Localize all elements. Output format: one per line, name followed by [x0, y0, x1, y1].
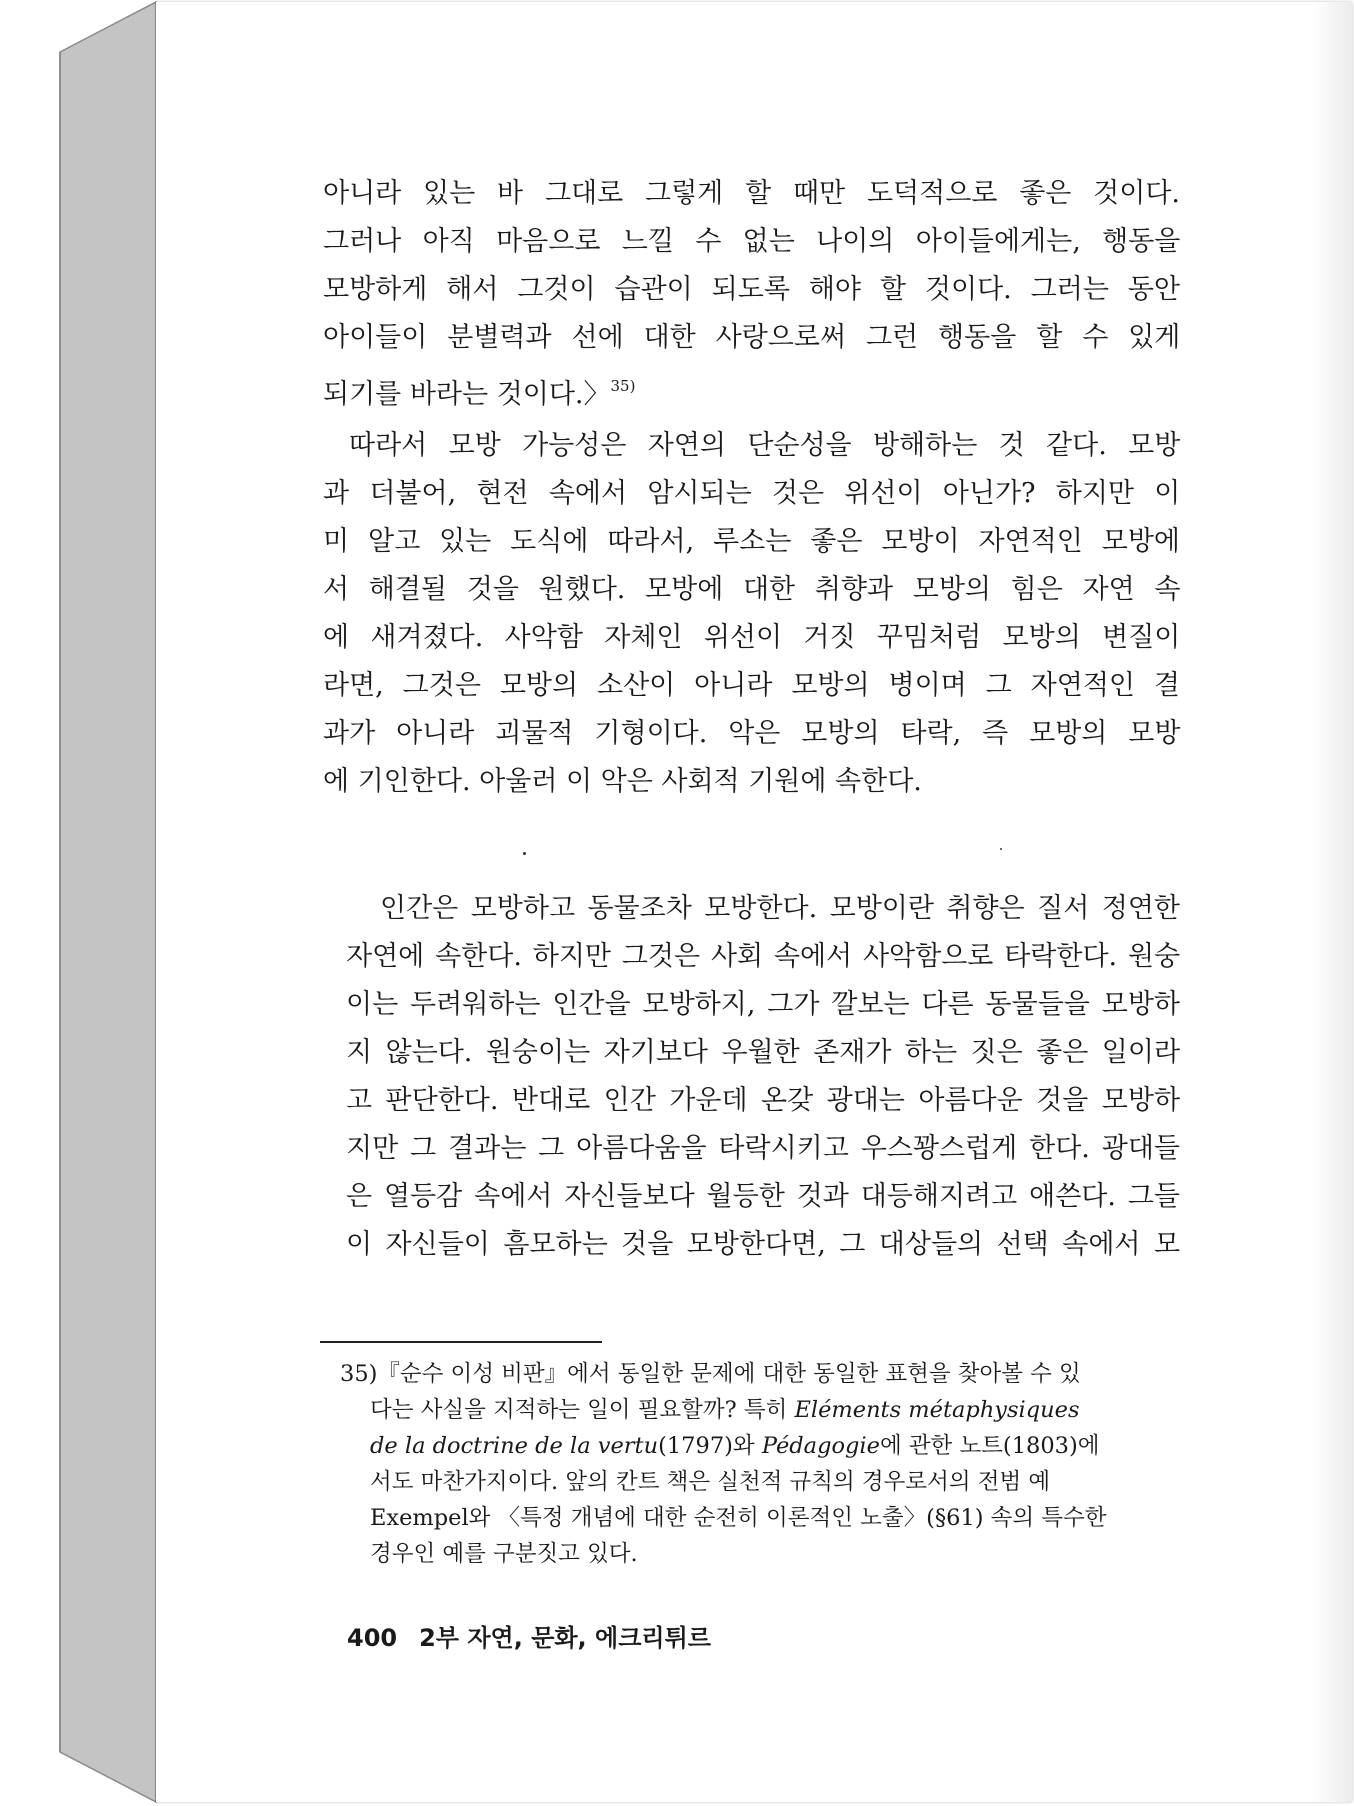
running-footer: 2부 자연, 문화, 에크리튀르: [419, 1624, 711, 1652]
text-line: 은 열등감 속에서 자신들보다 월등한 것과 대등해지려고 애쓴다. 그들: [346, 1181, 1180, 1212]
text-line: 에 새겨졌다. 사악함 자체인 위선이 거짓 꾸밈처럼 모방의 변질이: [323, 622, 1181, 653]
text-line: [323, 362, 1180, 410]
paragraph-imitation: [323, 422, 1180, 806]
text-line: 고 판단한다. 반대로 인간 가운데 온갖 광대는 아름다운 것을 모방하: [346, 1085, 1181, 1116]
paragraph-continuation: [323, 170, 1180, 410]
book-title-italic: Pédagogie: [761, 1433, 880, 1459]
text-line: 과 더불어, 현전 속에서 암시되는 것은 위선이 아닌가? 하지만 이: [323, 478, 1181, 509]
footnote-line: Exempel와 〈특정 개념에 대한 순전히 이론적인 노출〉(§61) 속의 특수한: [370, 1505, 1107, 1531]
page-footer: [347, 1618, 711, 1653]
footnote-line: 35)『순수 이성 비판』에서 동일한 문제에 대한 동일한 표현을 찾아볼 수 있: [340, 1361, 1081, 1387]
text-line-content: 되기를 바라는 것이다.〉: [323, 379, 611, 410]
text-line: 이는 두려워하는 인간을 모방하지, 그가 깔보는 다른 동물들을 모방하: [346, 989, 1180, 1020]
scan-speck: [1000, 848, 1002, 850]
text-line: 이 자신들이 흠모하는 것을 모방한다면, 그 대상들의 선택 속에서 모: [346, 1229, 1181, 1260]
footnote-separator: [320, 1341, 602, 1343]
text-line: 과가 아니라 괴물적 기형이다. 악은 모방의 타락, 즉 모방의 모방: [323, 718, 1181, 749]
text-line: 따라서 모방 가능성은 자연의 단순성을 방해하는 것 같다. 모방: [349, 430, 1181, 461]
footnote-text: 에 관한 노트(1803)에: [879, 1433, 1100, 1459]
footnote-line: 서도 마찬가지이다. 앞의 칸트 책은 실천적 규칙의 경우로서의 전범 예: [370, 1469, 1051, 1495]
block-quote: [346, 885, 1180, 1269]
footnote-line: [340, 1392, 1180, 1428]
footnote-reference: 35): [610, 377, 636, 395]
footnote-text: (1797)와: [658, 1433, 762, 1459]
text-line: 그러나 아직 마음으로 느낄 수 없는 나이의 아이들에게는, 행동을: [323, 226, 1181, 257]
footnote-text: 다는 사실을 지적하는 일이 필요할까? 특히: [370, 1397, 795, 1423]
text-line: 에 기인한다. 아울러 이 악은 사회적 기원에 속한다.: [323, 766, 922, 797]
text-line: 지 않는다. 원숭이는 자기보다 우월한 존재가 하는 짓은 좋은 일이라: [346, 1037, 1181, 1068]
text-line: 모방하게 해서 그것이 습관이 되도록 해야 할 것이다. 그러는 동안: [323, 274, 1180, 305]
page-edge-shading: [1312, 2, 1352, 1802]
text-line: 지만 그 결과는 그 아름다움을 타락시키고 우스꽝스럽게 한다. 광대들: [346, 1133, 1180, 1164]
book-title-italic: de la doctrine de la vertu: [370, 1433, 659, 1459]
book-title-italic: Eléments métaphysiques: [794, 1397, 1080, 1423]
text-line: 자연에 속한다. 하지만 그것은 사회 속에서 사악함으로 타락한다. 원숭: [346, 941, 1181, 972]
text-line: 서 해결될 것을 원했다. 모방에 대한 취향과 모방의 힘은 자연 속: [323, 574, 1181, 605]
text-line: 인간은 모방하고 동물조차 모방한다. 모방이란 취향은 질서 정연한: [380, 893, 1180, 924]
text-line: 아이들이 분별력과 선에 대한 사랑으로써 그런 행동을 할 수 있게: [323, 322, 1181, 353]
scan-speck: [523, 852, 526, 855]
page-number: 400: [347, 1624, 398, 1652]
footnote-line: [340, 1428, 1180, 1464]
text-line: 미 알고 있는 도식에 따라서, 루소는 좋은 모방이 자연적인 모방에: [323, 526, 1180, 557]
footnote-35: [340, 1356, 1180, 1572]
footnote-line: 경우인 예를 구분짓고 있다.: [370, 1541, 638, 1567]
text-line: 라면, 그것은 모방의 소산이 아니라 모방의 병이며 그 자연적인 결: [323, 670, 1180, 701]
text-line: 아니라 있는 바 그대로 그렇게 할 때만 도덕적으로 좋은 것이다.: [323, 178, 1180, 209]
